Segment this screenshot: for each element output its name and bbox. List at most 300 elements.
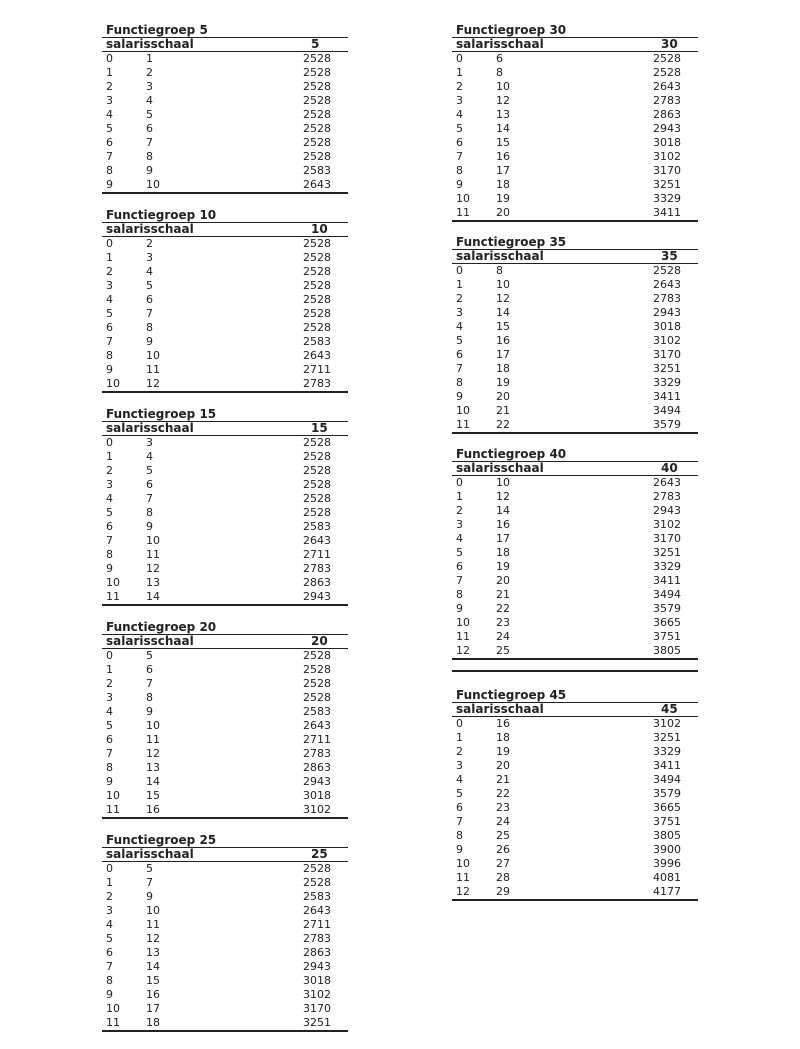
cell-step: 1 (456, 490, 463, 503)
cell-salary: 2528 (303, 237, 331, 250)
cell-step: 1 (456, 731, 463, 744)
table-row (452, 602, 698, 616)
cell-step: 3 (456, 759, 463, 772)
table-row (102, 719, 348, 733)
cell-salary: 3170 (303, 1002, 331, 1015)
table-row (102, 649, 348, 663)
cell-salary: 3411 (653, 574, 681, 587)
table-body (102, 436, 348, 606)
left-column (102, 23, 348, 1032)
cell-salary: 2643 (303, 719, 331, 732)
column-header-schaal: 10 (311, 222, 328, 236)
group-title: Functiegroep 45 (456, 688, 567, 702)
cell-salary: 2528 (303, 279, 331, 292)
table-row (102, 136, 348, 150)
table-header (102, 37, 348, 52)
table-row (452, 616, 698, 630)
cell-salary: 2583 (303, 335, 331, 348)
cell-salary: 2643 (303, 904, 331, 917)
cell-scale: 20 (496, 390, 510, 403)
cell-scale: 21 (496, 588, 510, 601)
cell-salary: 2943 (303, 590, 331, 603)
cell-salary: 2643 (303, 534, 331, 547)
cell-scale: 14 (146, 590, 160, 603)
table-row (102, 862, 348, 876)
cell-scale: 7 (146, 307, 153, 320)
cell-step: 11 (456, 418, 470, 431)
table-row (452, 108, 698, 122)
cell-step: 1 (106, 450, 113, 463)
cell-salary: 2711 (303, 918, 331, 931)
table-row (452, 644, 698, 658)
cell-scale: 10 (146, 534, 160, 547)
functiegroep-table (102, 208, 348, 393)
table-row (452, 504, 698, 518)
cell-salary: 2528 (653, 264, 681, 277)
cell-salary: 2528 (303, 307, 331, 320)
table-row (452, 815, 698, 829)
cell-scale: 7 (146, 876, 153, 889)
cell-salary: 3018 (303, 789, 331, 802)
table-row (452, 773, 698, 787)
cell-scale: 8 (146, 506, 153, 519)
column-header-schaal: 40 (661, 461, 678, 475)
table-row (452, 546, 698, 560)
cell-step: 3 (106, 94, 113, 107)
table-row (102, 520, 348, 534)
cell-salary: 2528 (303, 293, 331, 306)
cell-step: 10 (106, 377, 120, 390)
cell-salary: 3251 (653, 178, 681, 191)
cell-step: 0 (106, 436, 113, 449)
cell-salary: 2528 (303, 251, 331, 264)
cell-salary: 2528 (303, 94, 331, 107)
table-row (102, 1016, 348, 1030)
group-title: Functiegroep 10 (106, 208, 217, 222)
cell-scale: 6 (146, 663, 153, 676)
functiegroep-table (452, 688, 698, 901)
cell-scale: 22 (496, 418, 510, 431)
table-row (452, 418, 698, 432)
cell-scale: 21 (496, 404, 510, 417)
table-row (102, 932, 348, 946)
column-header-schaal: 30 (661, 37, 678, 51)
functiegroep-table (452, 23, 698, 222)
cell-salary: 2863 (303, 576, 331, 589)
cell-scale: 20 (496, 574, 510, 587)
cell-salary: 2943 (653, 504, 681, 517)
table-row (102, 108, 348, 122)
group-title: Functiegroep 30 (456, 23, 567, 37)
table-row (102, 876, 348, 890)
table-body (102, 237, 348, 393)
table-row (102, 733, 348, 747)
cell-step: 6 (456, 348, 463, 361)
cell-step: 6 (106, 733, 113, 746)
table-row (102, 960, 348, 974)
cell-step: 8 (456, 164, 463, 177)
cell-salary: 3329 (653, 376, 681, 389)
cell-step: 2 (106, 890, 113, 903)
cell-step: 4 (456, 108, 463, 121)
cell-step: 10 (456, 857, 470, 870)
table-row (452, 150, 698, 164)
cell-step: 0 (106, 862, 113, 875)
table-row (102, 66, 348, 80)
cell-step: 4 (106, 492, 113, 505)
cell-step: 9 (106, 775, 113, 788)
table-header (102, 847, 348, 862)
cell-scale: 12 (496, 94, 510, 107)
cell-salary: 3579 (653, 787, 681, 800)
table-row (102, 974, 348, 988)
functiegroep-table (102, 620, 348, 819)
table-row (102, 803, 348, 817)
cell-step: 9 (456, 178, 463, 191)
cell-scale: 13 (146, 576, 160, 589)
cell-salary: 3251 (653, 731, 681, 744)
cell-salary: 3805 (653, 644, 681, 657)
cell-step: 9 (106, 178, 113, 191)
cell-salary: 2528 (303, 136, 331, 149)
cell-step: 3 (456, 518, 463, 531)
cell-scale: 16 (496, 150, 510, 163)
cell-step: 3 (106, 691, 113, 704)
cell-salary: 2528 (303, 450, 331, 463)
table-row (452, 390, 698, 404)
table-row (102, 478, 348, 492)
cell-salary: 2711 (303, 363, 331, 376)
cell-step: 11 (106, 590, 120, 603)
column-header-salarisschaal: salarisschaal (106, 847, 194, 861)
cell-step: 5 (456, 122, 463, 135)
table-row (452, 404, 698, 418)
column-header-schaal: 25 (311, 847, 328, 861)
table-header (452, 461, 698, 476)
cell-step: 3 (106, 904, 113, 917)
cell-scale: 26 (496, 843, 510, 856)
cell-scale: 8 (146, 321, 153, 334)
cell-scale: 5 (146, 649, 153, 662)
column-header-schaal: 20 (311, 634, 328, 648)
cell-step: 11 (456, 871, 470, 884)
table-row (102, 265, 348, 279)
cell-salary: 2528 (303, 108, 331, 121)
column-header-salarisschaal: salarisschaal (456, 461, 544, 475)
cell-scale: 5 (146, 108, 153, 121)
table-body (452, 264, 698, 434)
cell-salary: 2783 (653, 94, 681, 107)
cell-salary: 2528 (303, 52, 331, 65)
cell-step: 10 (456, 192, 470, 205)
table-row (102, 349, 348, 363)
cell-salary: 3494 (653, 588, 681, 601)
cell-salary: 2528 (303, 436, 331, 449)
cell-scale: 11 (146, 363, 160, 376)
cell-salary: 2863 (303, 761, 331, 774)
cell-scale: 11 (146, 733, 160, 746)
table-row (102, 946, 348, 960)
cell-step: 12 (456, 885, 470, 898)
table-row (452, 801, 698, 815)
cell-salary: 3579 (653, 602, 681, 615)
cell-step: 2 (106, 677, 113, 690)
cell-scale: 12 (146, 932, 160, 945)
cell-step: 2 (106, 265, 113, 278)
cell-scale: 23 (496, 616, 510, 629)
cell-scale: 18 (496, 546, 510, 559)
cell-scale: 12 (146, 377, 160, 390)
cell-salary: 3900 (653, 843, 681, 856)
cell-salary: 2783 (303, 562, 331, 575)
table-row (452, 857, 698, 871)
cell-step: 5 (456, 546, 463, 559)
table-row (102, 178, 348, 192)
table-row (452, 885, 698, 899)
cell-step: 7 (106, 960, 113, 973)
table-row (102, 890, 348, 904)
cell-scale: 10 (146, 349, 160, 362)
cell-scale: 17 (496, 532, 510, 545)
cell-step: 8 (106, 548, 113, 561)
table-row (452, 871, 698, 885)
cell-salary: 3018 (303, 974, 331, 987)
cell-scale: 25 (496, 644, 510, 657)
table-row (452, 278, 698, 292)
cell-scale: 8 (496, 66, 503, 79)
cell-scale: 5 (146, 279, 153, 292)
table-row (452, 306, 698, 320)
cell-step: 6 (456, 136, 463, 149)
cell-scale: 11 (146, 918, 160, 931)
cell-step: 2 (456, 292, 463, 305)
cell-step: 8 (106, 974, 113, 987)
functiegroep-table (452, 447, 698, 672)
table-row (452, 843, 698, 857)
cell-scale: 16 (496, 334, 510, 347)
table-row (452, 80, 698, 94)
table-header (452, 249, 698, 264)
cell-step: 4 (456, 532, 463, 545)
cell-salary: 2528 (303, 265, 331, 278)
cell-scale: 21 (496, 773, 510, 786)
cell-salary: 3751 (653, 815, 681, 828)
cell-salary: 2528 (303, 464, 331, 477)
cell-salary: 2783 (303, 747, 331, 760)
cell-step: 5 (106, 506, 113, 519)
right-column (452, 23, 698, 901)
cell-scale: 14 (496, 122, 510, 135)
cell-step: 7 (106, 335, 113, 348)
cell-step: 10 (456, 404, 470, 417)
cell-step: 10 (106, 789, 120, 802)
table-row (452, 476, 698, 490)
cell-step: 1 (456, 66, 463, 79)
cell-salary: 2528 (303, 649, 331, 662)
cell-scale: 22 (496, 787, 510, 800)
table-row (452, 717, 698, 731)
table-row (452, 164, 698, 178)
table-row (102, 307, 348, 321)
cell-scale: 4 (146, 94, 153, 107)
table-row (452, 745, 698, 759)
table-row (452, 490, 698, 504)
cell-step: 2 (456, 80, 463, 93)
table-row (102, 52, 348, 66)
cell-salary: 2783 (303, 377, 331, 390)
cell-salary: 3170 (653, 164, 681, 177)
cell-salary: 3251 (653, 546, 681, 559)
table-row (452, 787, 698, 801)
cell-step: 4 (106, 918, 113, 931)
cell-scale: 7 (146, 136, 153, 149)
cell-salary: 2528 (303, 122, 331, 135)
cell-scale: 7 (146, 677, 153, 690)
table-row (102, 436, 348, 450)
cell-salary: 2528 (303, 478, 331, 491)
table-row (102, 506, 348, 520)
cell-step: 11 (456, 630, 470, 643)
cell-step: 0 (456, 264, 463, 277)
table-row (102, 590, 348, 604)
cell-salary: 3170 (653, 348, 681, 361)
cell-step: 3 (456, 94, 463, 107)
table-row (452, 94, 698, 108)
cell-step: 7 (106, 150, 113, 163)
table-row (102, 576, 348, 590)
cell-step: 6 (106, 136, 113, 149)
cell-scale: 17 (496, 348, 510, 361)
functiegroep-table (452, 235, 698, 434)
cell-step: 5 (456, 334, 463, 347)
table-row (102, 918, 348, 932)
cell-step: 4 (106, 293, 113, 306)
cell-step: 6 (106, 946, 113, 959)
cell-scale: 8 (146, 150, 153, 163)
table-body (452, 52, 698, 222)
cell-salary: 2583 (303, 705, 331, 718)
cell-salary: 2783 (653, 292, 681, 305)
cell-scale: 9 (146, 705, 153, 718)
cell-step: 8 (106, 761, 113, 774)
cell-salary: 3102 (653, 717, 681, 730)
table-separator-line (452, 670, 698, 672)
cell-scale: 16 (496, 717, 510, 730)
cell-scale: 3 (146, 251, 153, 264)
cell-scale: 2 (146, 237, 153, 250)
table-row (102, 293, 348, 307)
table-row (452, 66, 698, 80)
cell-salary: 3251 (303, 1016, 331, 1029)
column-header-schaal: 45 (661, 702, 678, 716)
cell-step: 9 (106, 988, 113, 1001)
cell-scale: 6 (146, 478, 153, 491)
cell-scale: 5 (146, 464, 153, 477)
cell-scale: 17 (146, 1002, 160, 1015)
table-row (452, 829, 698, 843)
cell-salary: 3996 (653, 857, 681, 870)
cell-scale: 14 (496, 504, 510, 517)
cell-scale: 14 (146, 775, 160, 788)
column-header-salarisschaal: salarisschaal (456, 702, 544, 716)
cell-step: 9 (456, 390, 463, 403)
cell-salary: 2711 (303, 548, 331, 561)
table-header (102, 421, 348, 436)
cell-scale: 6 (146, 122, 153, 135)
cell-scale: 22 (496, 602, 510, 615)
cell-scale: 10 (496, 80, 510, 93)
cell-salary: 2528 (303, 677, 331, 690)
cell-step: 8 (106, 349, 113, 362)
table-row (452, 320, 698, 334)
table-header (452, 702, 698, 717)
table-row (102, 377, 348, 391)
cell-scale: 18 (496, 178, 510, 191)
cell-scale: 19 (496, 376, 510, 389)
cell-scale: 16 (146, 988, 160, 1001)
table-row (102, 988, 348, 1002)
cell-scale: 10 (496, 278, 510, 291)
cell-step: 1 (106, 876, 113, 889)
cell-scale: 15 (496, 320, 510, 333)
table-row (452, 518, 698, 532)
table-row (102, 775, 348, 789)
table-row (102, 363, 348, 377)
table-row (452, 178, 698, 192)
cell-salary: 3411 (653, 759, 681, 772)
cell-scale: 28 (496, 871, 510, 884)
table-row (102, 94, 348, 108)
cell-step: 2 (456, 504, 463, 517)
cell-step: 2 (456, 745, 463, 758)
table-row (452, 588, 698, 602)
cell-step: 5 (106, 122, 113, 135)
cell-scale: 25 (496, 829, 510, 842)
functiegroep-table (102, 833, 348, 1032)
cell-scale: 19 (496, 560, 510, 573)
cell-step: 8 (106, 164, 113, 177)
table-row (452, 362, 698, 376)
table-row (102, 534, 348, 548)
cell-salary: 2863 (303, 946, 331, 959)
cell-scale: 12 (496, 490, 510, 503)
table-row (102, 335, 348, 349)
cell-step: 6 (456, 560, 463, 573)
cell-salary: 2863 (653, 108, 681, 121)
table-row (452, 122, 698, 136)
group-title: Functiegroep 20 (106, 620, 217, 634)
cell-step: 10 (106, 1002, 120, 1015)
column-header-schaal: 35 (661, 249, 678, 263)
cell-scale: 9 (146, 520, 153, 533)
cell-step: 0 (456, 717, 463, 730)
group-title: Functiegroep 40 (456, 447, 567, 461)
cell-scale: 10 (146, 719, 160, 732)
cell-step: 7 (106, 747, 113, 760)
table-row (102, 237, 348, 251)
cell-step: 1 (106, 66, 113, 79)
cell-step: 6 (106, 321, 113, 334)
cell-scale: 9 (146, 164, 153, 177)
cell-scale: 27 (496, 857, 510, 870)
column-header-salarisschaal: salarisschaal (106, 421, 194, 435)
cell-scale: 15 (146, 974, 160, 987)
table-row (102, 1002, 348, 1016)
cell-scale: 9 (146, 890, 153, 903)
table-row (102, 761, 348, 775)
cell-step: 3 (456, 306, 463, 319)
cell-salary: 2643 (653, 278, 681, 291)
